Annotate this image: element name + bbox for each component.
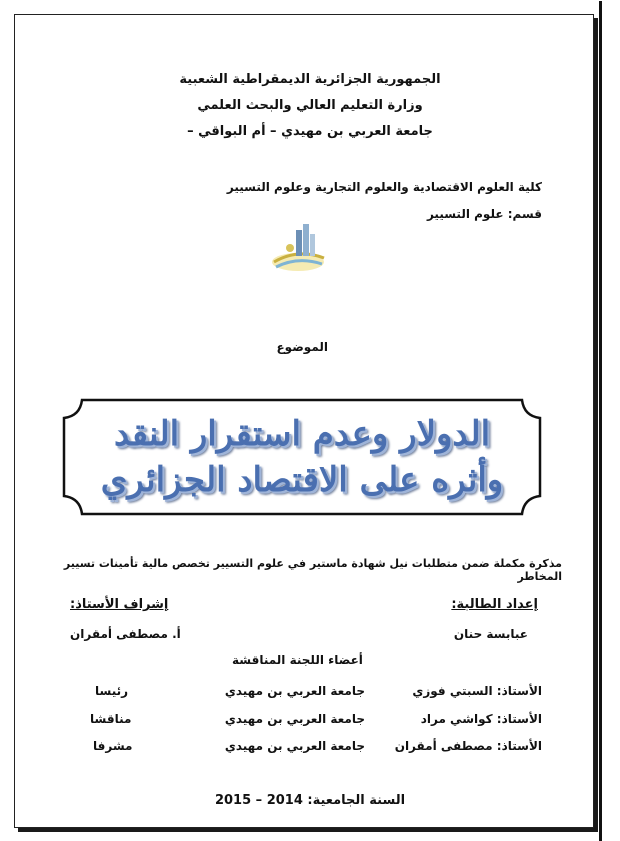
committee-member-role: مناقشا xyxy=(90,712,132,726)
title-box xyxy=(62,398,542,516)
committee-title: أعضاء اللجنة المناقشة xyxy=(232,653,363,667)
committee-member-university: جامعة العربي بن مهيدي xyxy=(224,739,365,753)
faculty-line: كلية العلوم الاقتصادية والعلوم التجارية وعلوم التسيير xyxy=(226,180,542,194)
university-line: جامعة العربي بن مهيدي – أم البواقي – xyxy=(187,124,433,139)
title-line-2: وأثره على الاقتصاد الجزائري xyxy=(100,460,504,500)
supervisor-label: إشراف الأستاذ: xyxy=(70,597,169,612)
student-label: إعداد الطالبة: xyxy=(451,597,538,612)
ministry-line: وزارة التعليم العالي والبحث العلمي xyxy=(197,98,423,113)
committee-member-name: الأستاذ: السبتي فوزي xyxy=(412,684,542,698)
department-line: قسم: علوم التسيير xyxy=(426,207,542,221)
thesis-note: مذكرة مكملة ضمن متطلبات نيل شهادة ماستير في علوم التسيير تخصص مالية تأمينات تسيير المخاطر xyxy=(63,557,562,583)
subject-label: الموضوع xyxy=(276,340,328,354)
republic-line: الجمهورية الجزائرية الديمقراطية الشعبية xyxy=(179,72,441,87)
academic-year: السنة الجامعية: 2014 – 2015 xyxy=(214,793,406,808)
title-line-1: الدولار وعدم استقرار النقد xyxy=(113,414,491,454)
committee-member-name: الأستاذ: مصطفى أمقران xyxy=(394,739,542,753)
committee-member-university: جامعة العربي بن مهيدي xyxy=(224,712,365,726)
committee-member-university: جامعة العربي بن مهيدي xyxy=(224,684,365,698)
committee-member-name: الأستاذ: كواشي مراد xyxy=(420,712,542,726)
committee-member-role: مشرفا xyxy=(93,739,133,753)
student-name: عبابسة حنان xyxy=(453,627,528,641)
university-logo-icon xyxy=(268,218,328,276)
committee-member-role: رئيسا xyxy=(95,684,129,698)
supervisor-name: أ. مصطفى أمقران xyxy=(70,627,181,641)
